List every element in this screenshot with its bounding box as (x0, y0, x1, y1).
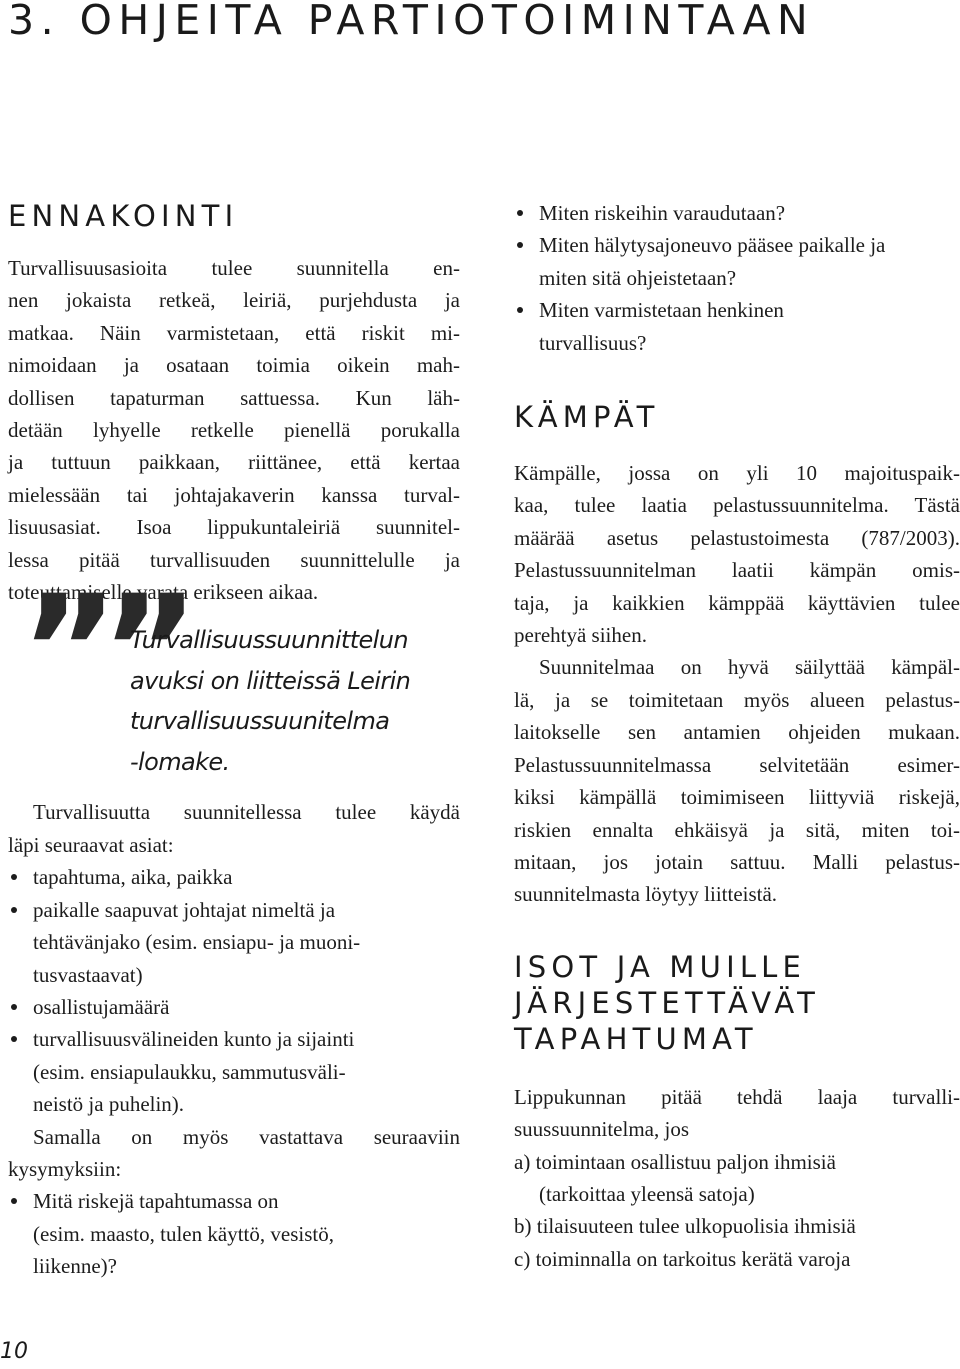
lettered-line: a) toimintaan osallistuu paljon ihmisiä (514, 1149, 836, 1174)
bullet-item (8, 894, 460, 991)
quote-marks-icon: ”” (20, 564, 182, 739)
section-heading-isot-tapahtumat (514, 949, 960, 1057)
kampat-paragraph-2 (514, 651, 960, 910)
text-line: Kämpälle, jossa on yli 10 majoituspaik- (514, 461, 960, 486)
intro-paragraph (8, 252, 460, 608)
text-line: kysymyksiin: (8, 1156, 122, 1181)
bullet-line: (esim. maasto, tulen käyttö, vesistö, (33, 1221, 334, 1246)
text-line: turvallisuussuunitelma (130, 707, 390, 736)
bullet-line: liikenne)? (33, 1254, 117, 1279)
lettered-item (514, 1210, 960, 1242)
text-line: JÄRJESTETTÄVÄT (514, 985, 821, 1020)
bullet-item (8, 861, 460, 893)
bullet-line: turvallisuusvälineiden kunto ja sijainti (33, 1027, 355, 1052)
text-line: läpi seuraavat asiat: (8, 832, 174, 857)
text-line: suussuunnitelma, jos (514, 1117, 690, 1142)
text-line: Pelastussuunnitelmassa selvitetään esimer- (514, 752, 960, 777)
bullet-line: turvallisuus? (539, 330, 647, 355)
text-line: lessa pitää turvallisuuden suunnittelulle ja (8, 547, 460, 572)
text-line: taja, ja kaikkien kämppää käyttävien tulee (514, 590, 960, 615)
isot-paragraph (514, 1081, 960, 1146)
bullet-line: osallistujamäärä (33, 994, 170, 1019)
text-line: Turvallisuussuunnittelun (130, 626, 408, 655)
text-line: suunnitelmasta löytyy liitteistä. (514, 882, 778, 907)
bullet-item (8, 1185, 460, 1282)
bullet-line: neistö ja puhelin). (33, 1092, 185, 1117)
text-line: nen jokaista retkeä, leiriä, purjehdusta ja (8, 288, 460, 313)
bullet-line: Miten riskeihin varaudutaan? (539, 201, 786, 225)
text-line: detään lyhyelle retkelle pienellä porukalla (8, 418, 460, 443)
text-line: TAPAHTUMAT (514, 1021, 758, 1056)
text-line: -lomake. (130, 747, 230, 776)
bullet-line: (esim. ensiapulaukku, sammutusväli- (33, 1059, 346, 1084)
text-line: mielessään tai johtajakaverin kanssa turval- (8, 482, 460, 507)
text-line: kiksi kämpällä toimimiseen liittyviä riskejä, (514, 785, 960, 810)
text-line: Turvallisuusasioita tulee suunnitella en- (8, 256, 460, 280)
page-title: 3. OHJEITA PARTIOTOIMINTAAN (8, 0, 815, 44)
text-line: avuksi on liitteissä Leirin (130, 666, 411, 695)
text-line: Suunnitelmaa on hyvä säilyttää kämpäl- (539, 655, 960, 680)
right-column (514, 197, 960, 1275)
questions-bullets-continued (514, 197, 960, 359)
text-line: mitaan, jos jotain sattuu. Malli pelastus- (514, 849, 960, 874)
section-heading-kampat: KÄMPÄT (514, 400, 660, 435)
pull-quote-text (130, 620, 410, 782)
section-heading-ennakointi: ENNAKOINTI (8, 199, 239, 233)
lettered-line: (tarkoittaa yleensä satoja) (539, 1181, 755, 1206)
text-line: lä, ja se toimitetaan myös alueen pelastus- (514, 687, 960, 712)
bullet-line: miten sitä ohjeistetaan? (539, 265, 737, 290)
bullet-line: Miten hälytysajoneuvo pääsee paikalle ja (539, 233, 886, 258)
text-line: laitokselle sen antamien ohjeiden mukaan. (514, 720, 960, 745)
lettered-item (514, 1243, 960, 1275)
bullet-line: Miten varmistetaan henkinen (539, 298, 784, 323)
bullet-line: paikalle saapuvat johtajat nimeltä ja (33, 897, 336, 922)
bullet-line: tusvastaavat) (33, 962, 143, 987)
lettered-line: c) toiminnalla on tarkoitus kerätä varoja (514, 1246, 851, 1271)
text-line: määrää asetus pelastustoimesta (787/2003). (514, 525, 960, 550)
isot-conditions-list (514, 1146, 960, 1276)
text-line: dollisen tapaturman sattuessa. Kun läh- (8, 385, 460, 410)
text-line: Pelastussuunnitelman laatii kämpän omis- (514, 558, 960, 583)
bullet-line: tehtävänjako (esim. ensiapu- ja muoni- (33, 930, 361, 955)
bullet-item (8, 1023, 460, 1120)
text-line: nimoidaan ja osataan toimia oikein mah- (8, 353, 460, 378)
checklist-intro (8, 796, 460, 861)
text-line: toteuttamiselle varata erikseen aikaa. (8, 580, 319, 605)
text-line: matkaa. Näin varmistetaan, että riskit mi- (8, 320, 460, 345)
bullet-item (514, 229, 960, 294)
text-line: Turvallisuutta suunnitellessa tulee käydä (33, 800, 460, 825)
text-line: Lippukunnan pitää tehdä laaja turvalli- (514, 1084, 960, 1109)
questions-intro (8, 1121, 460, 1186)
lettered-item (514, 1146, 960, 1211)
bullet-item (8, 991, 460, 1023)
lettered-line: b) tilaisuuteen tulee ulkopuolisia ihmisiä (514, 1214, 856, 1239)
bullet-line: Mitä riskejä tapahtumassa on (33, 1189, 279, 1214)
questions-bullets (8, 1185, 460, 1282)
text-line: riskien ennalta ehkäisyä ja sitä, miten toi- (514, 817, 960, 842)
text-line: lisuusasiat. Isoa lippukuntaleiriä suunnitel- (8, 515, 460, 540)
text-line: Samalla on myös vastattava seuraaviin (33, 1124, 460, 1149)
left-column (8, 198, 460, 1283)
text-line: ja tuttuun paikkaan, riittänee, että kertaa (8, 450, 460, 475)
text-line: perehtyä siihen. (514, 623, 647, 648)
bullet-line: tapahtuma, aika, paikka (33, 865, 233, 890)
text-line: kaa, tulee laatia pelastussuunnitelma. Tästä (514, 493, 960, 518)
bullet-item (514, 294, 960, 359)
checklist-bullets (8, 861, 460, 1120)
page-number: 10 (0, 1339, 28, 1364)
bullet-item (514, 197, 960, 229)
text-line: ISOT JA MUILLE (514, 949, 807, 984)
kampat-paragraph-1 (514, 457, 960, 651)
